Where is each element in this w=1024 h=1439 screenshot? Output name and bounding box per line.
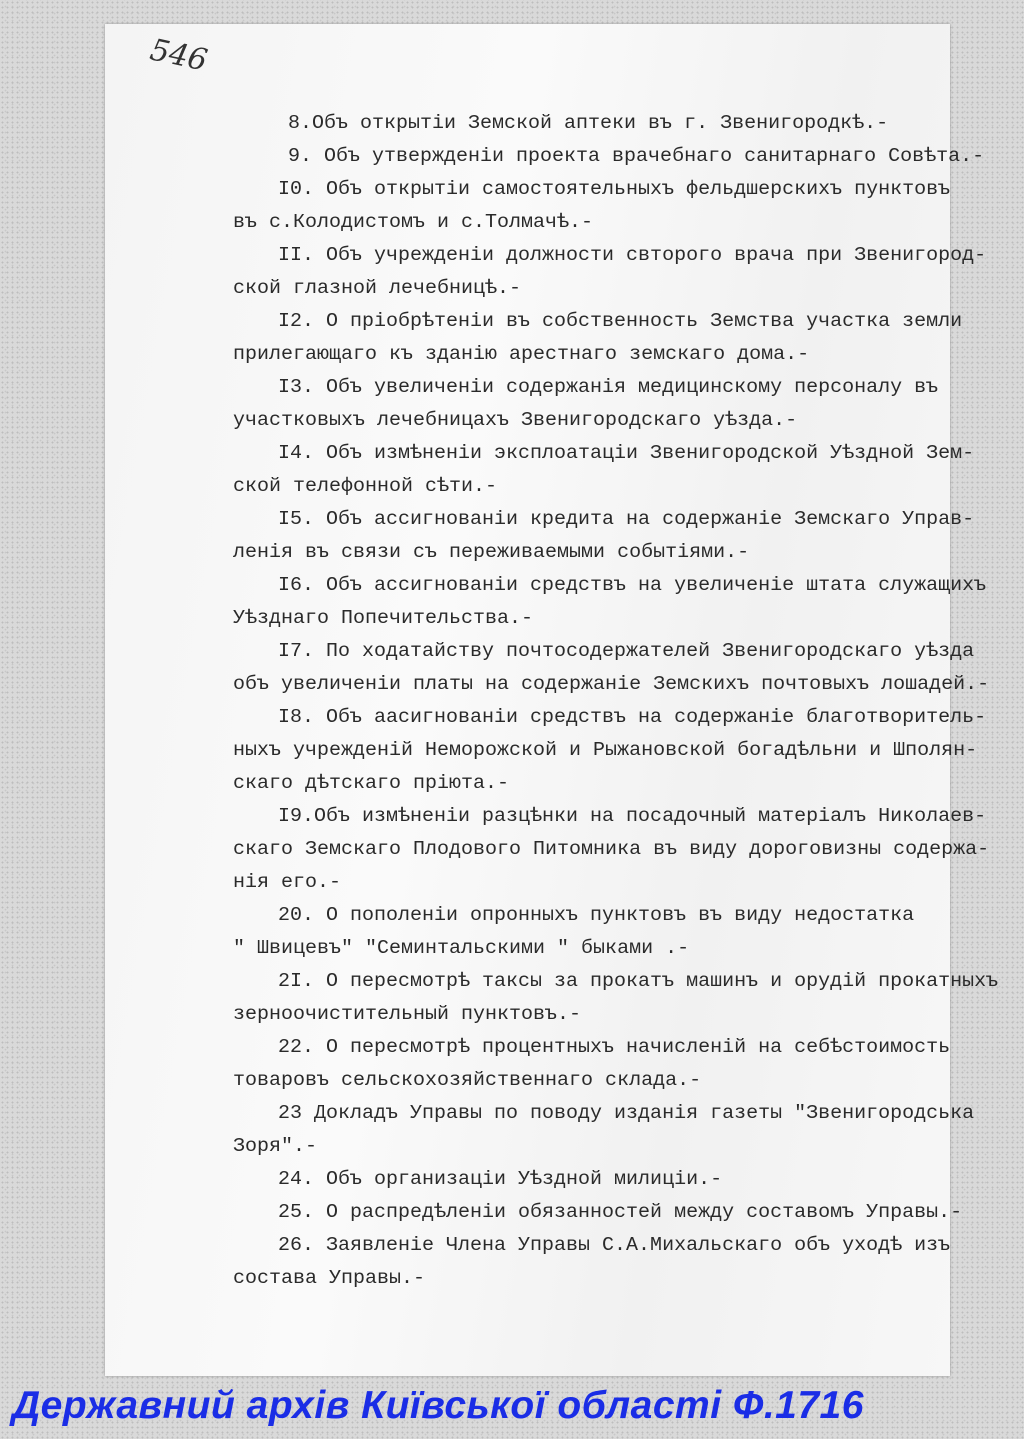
agenda-item-line: I5. Объ ассигнованіи кредита на содержаніе Земскаго Управ- xyxy=(278,508,975,531)
agenda-item-continuation: зерноочистительный пунктовъ.- xyxy=(233,1003,582,1026)
agenda-item-continuation: ленія въ связи съ переживаемыми событіями.- xyxy=(233,541,750,564)
agenda-item-continuation: нія его.- xyxy=(233,871,342,894)
agenda-item-line: I6. Объ ассигнованіи средствъ на увеличеніе штата служащихъ xyxy=(278,574,987,597)
agenda-item-continuation: состава Управы.- xyxy=(233,1267,426,1290)
agenda-item-line: 25. О распредѣленіи обязанностей между составомъ Управы.- xyxy=(278,1201,963,1224)
agenda-item-continuation: ныхъ учрежденій Неморожской и Рыжановской богадѣльни и Шполян- xyxy=(233,739,978,762)
agenda-item-continuation: Зоря".- xyxy=(233,1135,318,1158)
agenda-item-line: 20. О пополеніи опронныхъ пунктовъ въ виду недостатка xyxy=(278,904,915,927)
agenda-item-line: 22. О пересмотрѣ процентныхъ начисленій на себѣстоимость xyxy=(278,1036,951,1059)
agenda-item-continuation: участковыхъ лечебницахъ Звенигородскаго уѣзда.- xyxy=(233,409,798,432)
agenda-item-continuation: прилегающаго къ зданію арестнаго земскаго дома.- xyxy=(233,343,810,366)
handwritten-folio-number: 546 xyxy=(146,32,211,79)
agenda-item-continuation: ской глазной лечебницѣ.- xyxy=(233,277,522,300)
archive-caption: Державний архів Київської області Ф.1716 xyxy=(12,1384,864,1427)
agenda-item-line: I4. Объ измѣненіи эксплоатаціи Звенигородской Уѣздной Зем- xyxy=(278,442,975,465)
agenda-item-line: 2I. О пересмотрѣ таксы за прокатъ машинъ и орудій прокатныхъ xyxy=(278,970,999,993)
agenda-item-continuation: " Швицевъ" "Семинтальскими " быками .- xyxy=(233,937,690,960)
agenda-item-line: 23 Докладъ Управы по поводу изданія газеты "Звенигородська xyxy=(278,1102,975,1125)
agenda-item-continuation: въ с.Колодистомъ и с.Толмачѣ.- xyxy=(233,211,594,234)
agenda-item-line: 8.Объ открытіи Земской аптеки въ г. Звенигородкѣ.- xyxy=(288,112,889,135)
agenda-item-line: 24. Объ организаціи Уѣздной милиціи.- xyxy=(278,1168,723,1191)
agenda-item-line: I7. По ходатайству почтосодержателей Звенигородскаго уѣзда xyxy=(278,640,975,663)
agenda-item-continuation: Уѣзднаго Попечительства.- xyxy=(233,607,534,630)
agenda-item-line: 26. Заявленіе Члена Управы С.А.Михальскаго объ уходѣ изъ xyxy=(278,1234,951,1257)
agenda-item-line: I8. Объ аасигнованіи средствъ на содержаніе благотворитель- xyxy=(278,706,987,729)
agenda-item-line: 9. Объ утвержденіи проекта врачебнаго санитарнаго Совѣта.- xyxy=(288,145,985,168)
agenda-item-continuation: ской телефонной сѣти.- xyxy=(233,475,498,498)
agenda-item-line: I3. Объ увеличеніи содержанія медицинскому персоналу въ xyxy=(278,376,939,399)
agenda-item-line: I0. Объ открытіи самостоятельныхъ фельдшерскихъ пунктовъ xyxy=(278,178,951,201)
agenda-item-line: I2. О пріобрѣтеніи въ собственность Земства участка земли xyxy=(278,310,963,333)
agenda-item-line: II. Объ учрежденіи должности свторого врача при Звенигород- xyxy=(278,244,987,267)
agenda-item-continuation: скаго дѣтскаго пріюта.- xyxy=(233,772,510,795)
agenda-item-line: I9.Объ измѣненіи разцѣнки на посадочный матеріалъ Николаев- xyxy=(278,805,987,828)
agenda-item-continuation: товаровъ сельскохозяйственнаго склада.- xyxy=(233,1069,702,1092)
agenda-item-continuation: скаго Земскаго Плодового Питомника въ виду дороговизны содержа- xyxy=(233,838,990,861)
agenda-item-continuation: объ увеличеніи платы на содержаніе Земскихъ почтовыхъ лошадей.- xyxy=(233,673,990,696)
